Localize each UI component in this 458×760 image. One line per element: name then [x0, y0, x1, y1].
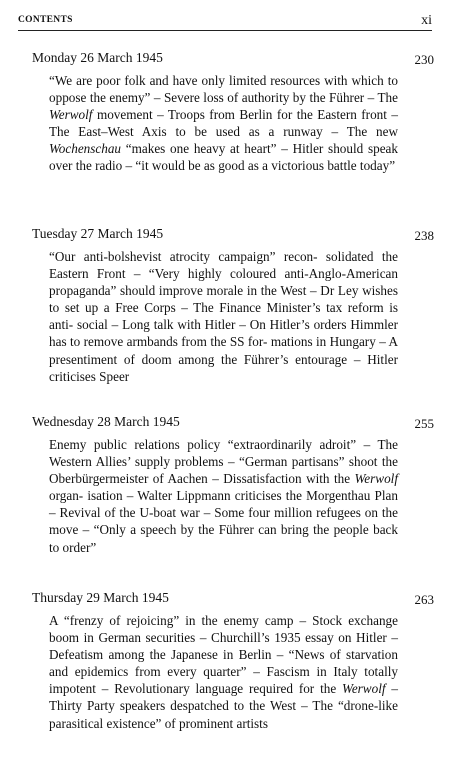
contents-entry-wednesday: [32, 414, 434, 556]
entry-heading: [32, 590, 434, 612]
entry-summary: [32, 612, 434, 732]
entry-date: Thursday 29 March 1945: [32, 590, 169, 605]
summary-text: – Thirty Party speakers despatched to the West – The “drone-like parasitical existence” of prominent artists: [49, 681, 398, 731]
entry-page-number: 263: [414, 592, 434, 607]
entry-page-number: 230: [414, 52, 434, 67]
summary-text: “We are poor folk and have only limited resources with which to oppose the enemy” – Severe loss of authority by the Führer – The: [49, 73, 398, 106]
entry-date: Monday 26 March 1945: [32, 50, 163, 65]
running-head-title: CONTENTS: [18, 15, 73, 25]
summary-text: “Our anti-bolshevist atrocity campaign” recon- solidated the Eastern Front – “Very highly coloured anti-Anglo-American propaganda” should improve morale in the West – Dr Ley wishes to set up a Free Corps – The Finance Minister’s tax reform is anti- social – Long talk with Hitler – On Hitler’s orders Himmler has to remove armbands from the SS for- mations in Hungary – A presentiment of doom among the Führer’s entourage – Hitler criticises Speer: [49, 249, 398, 384]
entry-heading: [32, 414, 434, 436]
summary-text: Enemy public relations policy “extraordinarily adroit” – The Western Allies’ supply problems – “German partisans” shoot the Oberbürgermeister of Aachen – Dissatisfaction with the: [49, 437, 398, 487]
entry-date: Tuesday 27 March 1945: [32, 226, 164, 241]
page-number: xi: [421, 13, 432, 28]
entry-summary: [32, 248, 434, 385]
contents-entry-tuesday: [32, 226, 434, 385]
entry-heading: [32, 226, 434, 248]
summary-text: “makes one heavy at heart” – Hitler should speak over the radio – “it would be as good as a victorious battle today”: [49, 141, 398, 174]
contents-entry-monday: [32, 50, 434, 175]
summary-text: movement – Troops from Berlin for the Eastern front – The East–West Axis to be used as a runway – The new: [49, 107, 398, 140]
contents-entry-thursday: [32, 590, 434, 732]
entry-page-number: 255: [414, 416, 434, 431]
running-head: [18, 14, 432, 31]
summary-text-italic: Werwolf: [49, 107, 93, 123]
entry-date: Wednesday 28 March 1945: [32, 414, 180, 429]
entry-page-number: 238: [414, 228, 434, 243]
summary-text-italic: Wochenschau: [49, 141, 122, 157]
summary-text: organ- isation – Walter Lippmann criticises the Morgenthau Plan – Revival of the U-boat war – Some four million refugees on the move – “Only a speech by the Führer can bring the people back to order”: [49, 488, 398, 555]
summary-text-italic: Werwolf: [354, 471, 398, 487]
summary-text: A “frenzy of rejoicing” in the enemy camp – Stock exchange boom in German securities – Churchill’s 1935 essay on Hitler – Defeatism among the Japanese in Berlin – “News of starvation and epidemics from every quarter” – Fascism in Italy totally impotent – Revolutionary language required for the: [49, 613, 398, 697]
entry-summary: [32, 436, 434, 556]
entry-summary: [32, 72, 434, 175]
summary-text-italic: Werwolf: [342, 681, 386, 697]
entry-heading: [32, 50, 434, 72]
